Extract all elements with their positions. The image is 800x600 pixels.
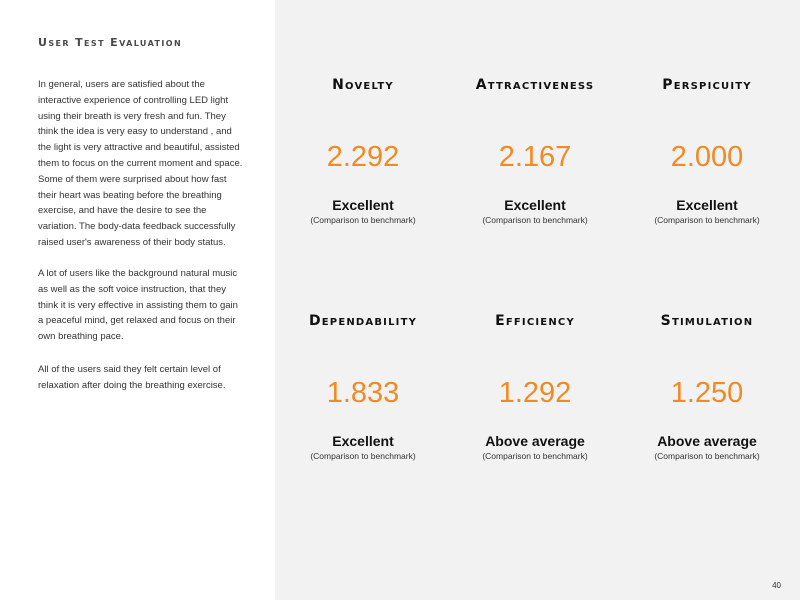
- metric-score: 1.292: [498, 377, 572, 409]
- metric-note: (Comparison to benchmark): [310, 215, 416, 225]
- metric-note: (Comparison to benchmark): [482, 451, 588, 461]
- metric-rating: Above average: [657, 433, 757, 449]
- metric-name: Perspicuity: [662, 77, 752, 93]
- metrics-panel: [275, 0, 800, 600]
- section-title: User Test Evaluation: [38, 36, 183, 49]
- metric-card-stimulation: [621, 313, 793, 461]
- metric-rating: Excellent: [332, 433, 394, 449]
- metric-note: (Comparison to benchmark): [654, 451, 760, 461]
- metric-card-efficiency: [449, 313, 621, 461]
- metric-name: Attractiveness: [475, 77, 595, 93]
- page-number: 40: [772, 581, 781, 590]
- metric-rating: Excellent: [504, 197, 566, 213]
- paragraph-music: A lot of users like the background natural music as well as the soft voice instruction, that they think it is very effective in assisting them to gain a peaceful mind, get relaxed and focus on their own breathing pace.: [38, 268, 238, 343]
- metric-note: (Comparison to benchmark): [654, 215, 760, 225]
- metric-score: 2.167: [498, 141, 572, 173]
- left-text-panel: [0, 0, 275, 600]
- metric-card-dependability: [277, 313, 449, 461]
- metric-score: 2.292: [326, 141, 400, 173]
- metric-name: Efficiency: [495, 313, 575, 329]
- metric-name: Stimulation: [660, 313, 754, 329]
- metric-rating: Excellent: [332, 197, 394, 213]
- metric-name: Novelty: [332, 77, 394, 93]
- paragraph-relaxation: All of the users said they felt certain level of relaxation after doing the breathing exercise.: [38, 364, 226, 391]
- metric-note: (Comparison to benchmark): [482, 215, 588, 225]
- metric-card-novelty: [277, 77, 449, 225]
- metric-score: 1.833: [326, 377, 400, 409]
- metric-rating: Above average: [485, 433, 585, 449]
- metric-card-perspicuity: [621, 77, 793, 225]
- metric-note: (Comparison to benchmark): [310, 451, 416, 461]
- metric-score: 2.000: [670, 141, 744, 173]
- metric-score: 1.250: [670, 377, 744, 409]
- metric-rating: Excellent: [676, 197, 738, 213]
- paragraph-overview: In general, users are satisfied about the interactive experience of controlling LED light using their breath is very fresh and fun. They think the idea is very easy to understand , and the light is very attractive and beautiful, assisted them to focus on the current moment and space. Some of them were surprised about how fast their heart was beating before the breathing exercise, and have the desire to see the variation. The body-data feedback successfully raised user's awareness of their body status.: [38, 79, 243, 248]
- metric-card-attractiveness: [449, 77, 621, 225]
- metric-name: Dependability: [308, 313, 418, 329]
